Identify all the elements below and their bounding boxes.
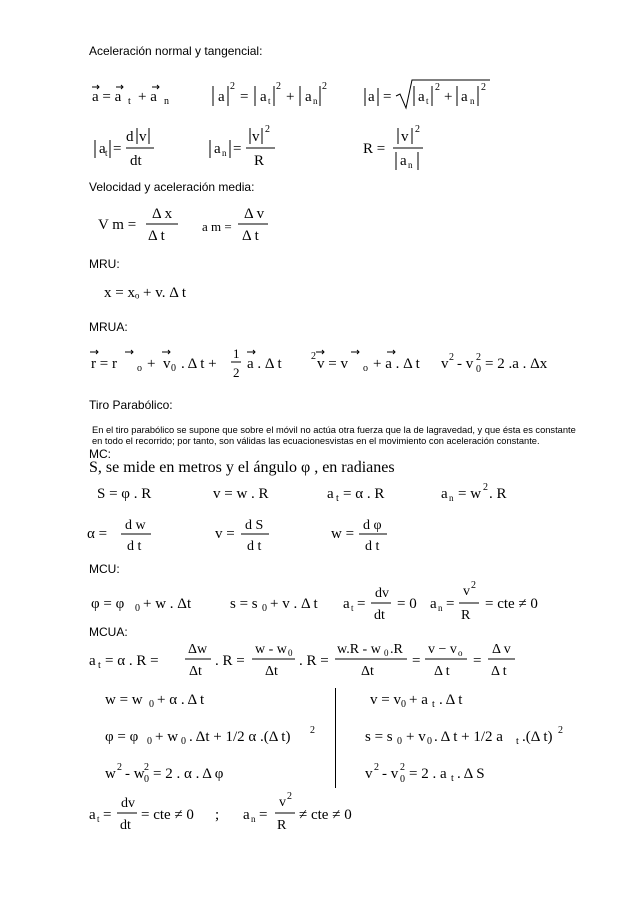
svg-text:a m =: a m = <box>202 219 232 234</box>
svg-text:= 0: = 0 <box>397 596 417 612</box>
svg-text:o: o <box>363 363 368 374</box>
svg-text:d w: d w <box>125 518 146 533</box>
heading-tiro: Tiro Parabólico: <box>89 398 173 412</box>
svg-text:0: 0 <box>171 363 176 374</box>
svg-text:+ a: + a <box>138 89 157 105</box>
svg-text:=: = <box>259 807 268 823</box>
svg-text:2: 2 <box>311 351 316 362</box>
svg-text:= 2 . a: = 2 . a <box>409 766 447 782</box>
svg-text:Δt: Δt <box>265 664 278 679</box>
mc-intro: S, se mide en metros y el ángulo φ , en radianes <box>89 459 395 476</box>
svg-text:n: n <box>222 148 227 158</box>
svg-text:Δ t: Δ t <box>434 664 450 679</box>
svg-text:t: t <box>516 736 519 747</box>
svg-text:;: ; <box>215 807 220 823</box>
svg-text:t: t <box>432 699 435 710</box>
svg-text:v =: v = <box>215 526 235 542</box>
svg-text:t: t <box>336 493 339 504</box>
svg-text:R =: R = <box>363 141 386 157</box>
svg-text:+ w: + w <box>155 729 179 745</box>
svg-text:2: 2 <box>276 81 281 92</box>
svg-text:2: 2 <box>483 482 488 493</box>
svg-text:2: 2 <box>449 352 454 363</box>
svg-text:0: 0 <box>397 736 402 747</box>
svg-text:n: n <box>449 493 454 503</box>
svg-text:R: R <box>277 818 287 833</box>
svg-text:φ = φ: φ = φ <box>105 729 139 745</box>
svg-text:n: n <box>164 96 169 107</box>
svg-text:= cte ≠ 0: = cte ≠ 0 <box>141 807 194 823</box>
svg-text:2: 2 <box>471 580 476 591</box>
svg-text:φ = φ: φ = φ <box>91 596 125 612</box>
svg-text:a = a: a = a <box>92 89 122 105</box>
svg-text:r = r: r = r <box>91 356 117 372</box>
svg-text:t: t <box>451 773 454 784</box>
svg-text:w =: w = <box>331 526 355 542</box>
svg-text:2: 2 <box>117 762 122 773</box>
svg-text:t: t <box>351 603 354 613</box>
heading-aceleracion: Aceleración normal y tangencial: <box>89 44 263 58</box>
svg-text:d t: d t <box>127 539 142 554</box>
svg-text:0: 0 <box>384 648 389 658</box>
svg-text:+: + <box>444 89 453 105</box>
svg-text:. Δ t: . Δ t <box>439 692 463 708</box>
svg-text:d t: d t <box>365 539 380 554</box>
svg-text:d t: d t <box>247 539 262 554</box>
svg-text:. R: . R <box>489 486 507 502</box>
svg-text:v: v <box>463 584 470 599</box>
svg-text:t: t <box>128 96 131 107</box>
svg-text:=: = <box>357 596 366 612</box>
svg-text:dt: dt <box>120 818 131 833</box>
heading-media: Velocidad y aceleración media: <box>89 180 255 194</box>
svg-text:2: 2 <box>322 81 327 92</box>
svg-text:t: t <box>105 148 108 158</box>
svg-text:0: 0 <box>401 699 406 710</box>
svg-text:a: a <box>343 596 350 612</box>
svg-text:- v: - v <box>382 766 399 782</box>
svg-text:v: v <box>279 795 286 810</box>
svg-text:Δ t: Δ t <box>148 228 165 244</box>
svg-text:0: 0 <box>147 736 152 747</box>
svg-text:. Δ t + 1/2 a: . Δ t + 1/2 a <box>434 729 503 745</box>
svg-text:o: o <box>458 648 463 658</box>
svg-text:n: n <box>438 603 443 613</box>
svg-text:+ w . Δt: + w . Δt <box>143 596 192 612</box>
equations-mc <box>85 478 555 558</box>
svg-text:v: v <box>252 129 260 145</box>
svg-text:v: v <box>365 766 373 782</box>
svg-text:dt: dt <box>374 608 385 623</box>
tiro-note-line1: En el tiro parabólico se supone que sobre el móvil no actúa otra fuerza que la de lagravedad, y que ésta es constante <box>92 425 576 435</box>
heading-mcua: MCUA: <box>89 625 128 639</box>
svg-text:d S: d S <box>245 518 264 533</box>
svg-text:V m =: V m = <box>98 217 137 233</box>
svg-text:n: n <box>251 814 256 824</box>
svg-text:+ v . Δ t: + v . Δ t <box>270 596 318 612</box>
svg-text:Δ t: Δ t <box>491 664 507 679</box>
svg-text:R: R <box>254 153 265 169</box>
svg-text:0: 0 <box>427 736 432 747</box>
svg-text:a: a <box>99 141 106 157</box>
svg-text:v = v: v = v <box>370 692 401 708</box>
svg-text:0: 0 <box>181 736 186 747</box>
svg-text:w = w: w = w <box>105 692 143 708</box>
svg-text:v − v: v − v <box>428 642 457 657</box>
svg-text:+ a: + a <box>409 692 428 708</box>
svg-text:Δ v: Δ v <box>244 206 265 222</box>
heading-mru: MRU: <box>89 257 120 271</box>
svg-text:0: 0 <box>144 774 149 785</box>
svg-text:Δ v: Δ v <box>492 642 511 657</box>
eq-mru: x = xₒ + v. Δ t <box>104 285 187 301</box>
svg-text:o: o <box>137 363 142 374</box>
svg-text:- v: - v <box>457 356 474 372</box>
svg-text:. Δ S: . Δ S <box>457 766 485 782</box>
svg-text:dv: dv <box>375 586 389 601</box>
svg-text:dt: dt <box>130 153 142 169</box>
tiro-note-line2: en todo el recorrido; por tanto, son válidas las ecuacionesvistas en el movimiento con aceleración constante. <box>92 436 540 446</box>
svg-text:Δ t: Δ t <box>242 228 259 244</box>
svg-text:= α . R: = α . R <box>343 486 385 502</box>
svg-text:v: v <box>163 356 171 372</box>
svg-text:0: 0 <box>288 648 293 658</box>
svg-text:R: R <box>461 608 471 623</box>
svg-text:v = v: v = v <box>317 356 348 372</box>
svg-text:2: 2 <box>233 365 240 380</box>
svg-text:1: 1 <box>233 346 240 361</box>
svg-text:0: 0 <box>476 364 481 375</box>
heading-mcu: MCU: <box>89 562 120 576</box>
svg-text:= 2 .a . Δx: = 2 .a . Δx <box>485 356 548 372</box>
svg-text:v: v <box>401 129 409 145</box>
svg-text:+ a . Δ t: + a . Δ t <box>373 356 420 372</box>
svg-text:=: = <box>446 596 455 612</box>
svg-text:+ v: + v <box>406 729 426 745</box>
svg-text:=: = <box>240 89 249 105</box>
svg-text:+: + <box>286 89 295 105</box>
svg-text:a: a <box>89 653 96 669</box>
svg-text:α =: α = <box>87 526 108 542</box>
svg-text:t: t <box>97 814 100 824</box>
svg-text:- w: - w <box>125 766 145 782</box>
svg-text:a: a <box>89 807 96 823</box>
svg-text:.R: .R <box>390 642 403 657</box>
svg-text:=: = <box>383 89 392 105</box>
svg-text:a: a <box>305 89 312 105</box>
svg-text:=: = <box>473 653 482 669</box>
svg-text:w - w: w - w <box>255 642 287 657</box>
svg-text:= w: = w <box>458 486 482 502</box>
svg-text:t: t <box>268 96 271 106</box>
svg-text:2: 2 <box>400 762 405 773</box>
svg-text:t: t <box>98 660 101 671</box>
svg-text:a: a <box>243 807 250 823</box>
svg-text:2: 2 <box>265 124 270 135</box>
svg-text:Δ x: Δ x <box>152 206 173 222</box>
svg-text:2: 2 <box>415 124 420 135</box>
svg-text:=: = <box>103 807 112 823</box>
svg-text:≠ cte ≠ 0: ≠ cte ≠ 0 <box>299 807 352 823</box>
svg-text:n: n <box>408 160 413 170</box>
svg-text:2: 2 <box>310 725 315 736</box>
svg-text:2: 2 <box>558 725 563 736</box>
svg-text:v: v <box>139 129 147 145</box>
svg-text:dv: dv <box>121 796 135 811</box>
svg-text:= cte ≠ 0: = cte ≠ 0 <box>485 596 538 612</box>
svg-text:. R =: . R = <box>215 653 245 669</box>
svg-text:2: 2 <box>230 81 235 92</box>
svg-text:a: a <box>430 596 437 612</box>
svg-text:a: a <box>327 486 334 502</box>
svg-text:a: a <box>461 89 468 105</box>
svg-text:Δt: Δt <box>361 664 374 679</box>
svg-text:. Δt + 1/2 α .(Δ t): . Δt + 1/2 α .(Δ t) <box>189 729 291 745</box>
svg-text:w: w <box>105 766 116 782</box>
heading-mc: MC: <box>89 447 111 461</box>
svg-text:S = φ . R: S = φ . R <box>97 486 152 502</box>
svg-text:Δt: Δt <box>189 664 202 679</box>
svg-text:a: a <box>368 89 375 105</box>
svg-text:.(Δ t): .(Δ t) <box>522 729 553 745</box>
svg-text:2: 2 <box>476 352 481 363</box>
svg-text:2: 2 <box>435 82 440 93</box>
svg-text:w.R - w: w.R - w <box>337 642 381 657</box>
equations-mcua-system <box>95 686 565 796</box>
svg-text:0: 0 <box>262 603 267 614</box>
svg-text:t: t <box>426 96 429 106</box>
svg-text:0: 0 <box>135 603 140 614</box>
heading-mrua: MRUA: <box>89 320 128 334</box>
svg-text:d: d <box>126 129 134 145</box>
svg-text:0: 0 <box>400 774 405 785</box>
svg-text:. R =: . R = <box>299 653 329 669</box>
equations-aceleracion <box>80 68 560 178</box>
svg-text:a: a <box>260 89 267 105</box>
svg-text:2: 2 <box>374 762 379 773</box>
svg-text:2: 2 <box>481 82 486 93</box>
svg-text:+ α . Δ t: + α . Δ t <box>157 692 205 708</box>
svg-text:a . Δ t: a . Δ t <box>247 356 282 372</box>
svg-text:v = w . R: v = w . R <box>213 486 269 502</box>
svg-text:=: = <box>113 141 122 157</box>
equations-mcu <box>85 575 555 625</box>
svg-text:s = s: s = s <box>230 596 258 612</box>
svg-text:a: a <box>441 486 448 502</box>
svg-text:0: 0 <box>149 699 154 710</box>
svg-text:2: 2 <box>287 792 292 802</box>
equations-media <box>90 198 310 248</box>
svg-text:= α . R =: = α . R = <box>105 653 159 669</box>
svg-text:a: a <box>218 89 225 105</box>
svg-text:v: v <box>441 356 449 372</box>
svg-text:a: a <box>214 141 221 157</box>
svg-text:s = s: s = s <box>365 729 393 745</box>
equation-mcua-final <box>85 792 405 837</box>
svg-text:n: n <box>313 96 318 106</box>
svg-text:n: n <box>470 96 475 106</box>
equations-mrua <box>85 340 565 385</box>
svg-text:=: = <box>233 141 242 157</box>
svg-text:+: + <box>147 356 156 372</box>
svg-text:= 2 . α . Δ φ: = 2 . α . Δ φ <box>153 766 224 782</box>
equation-mcua-at <box>85 637 555 682</box>
svg-text:. Δ t +: . Δ t + <box>181 356 217 372</box>
svg-text:Δw: Δw <box>188 642 208 657</box>
svg-text:2: 2 <box>144 762 149 773</box>
svg-text:=: = <box>412 653 421 669</box>
svg-text:a: a <box>400 153 407 169</box>
svg-text:a: a <box>418 89 425 105</box>
svg-text:d φ: d φ <box>363 518 382 533</box>
